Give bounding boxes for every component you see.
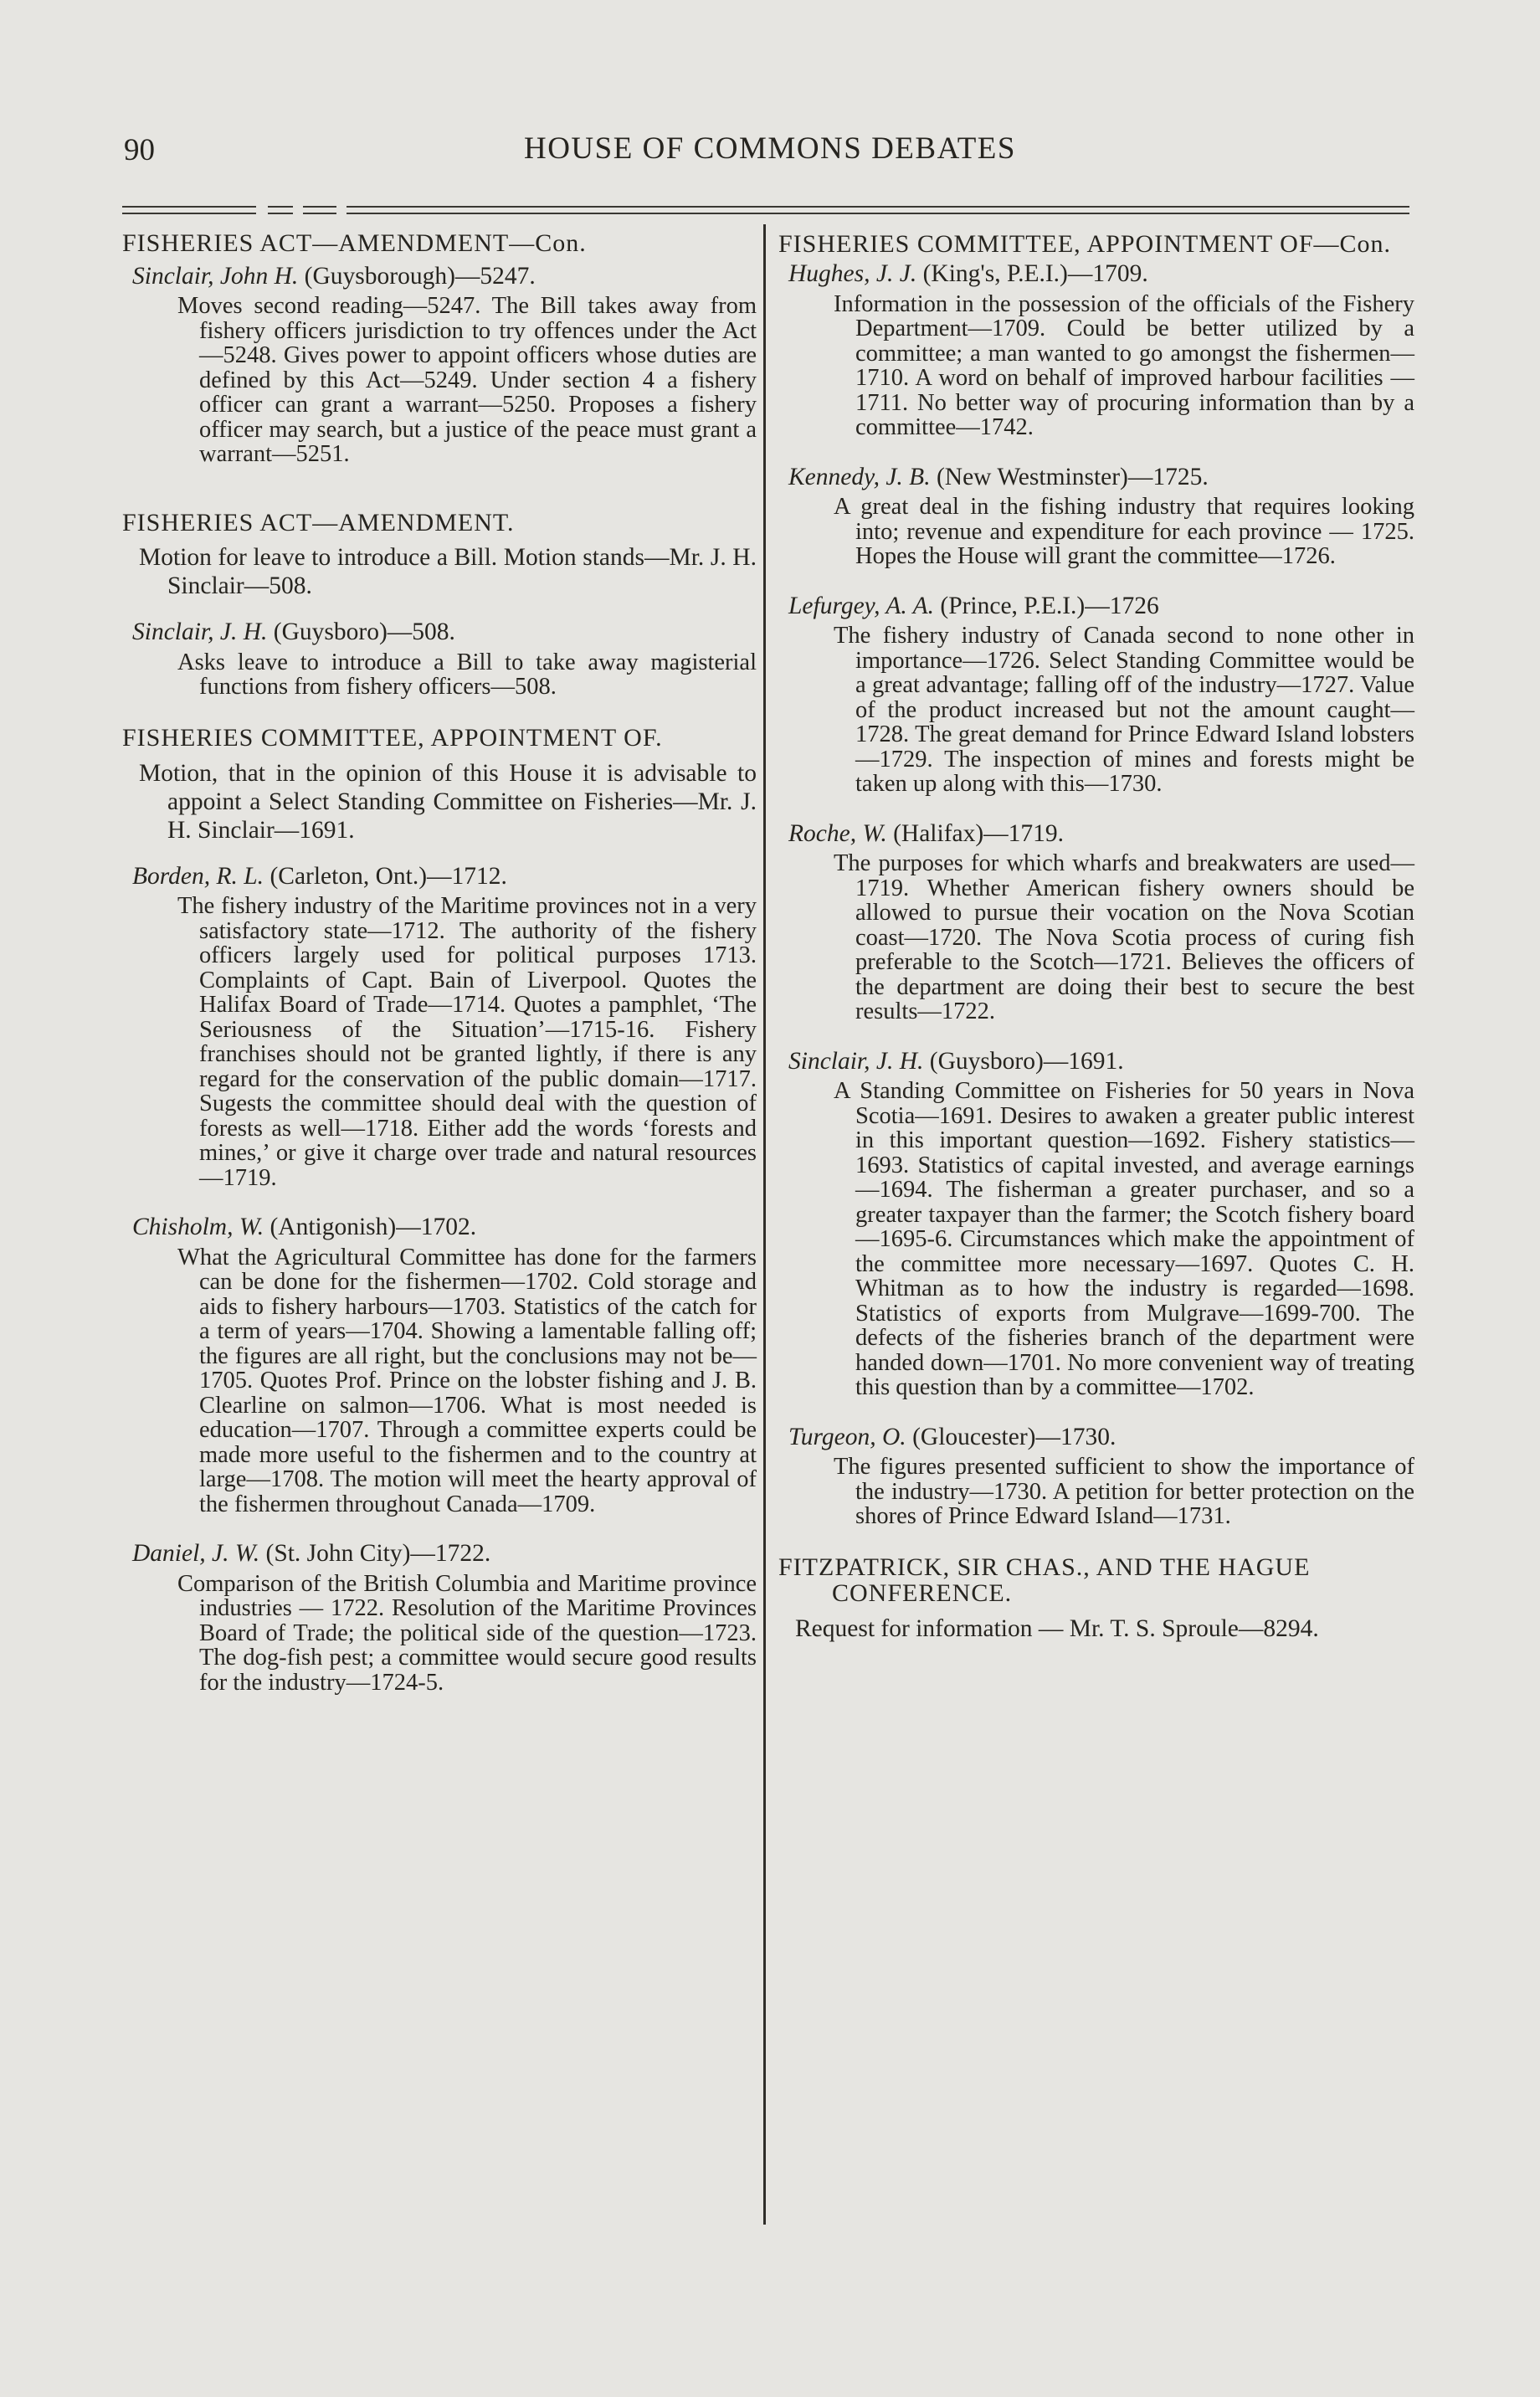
speaker-riding: (Prince, P.E.I.)—1726 (940, 592, 1159, 619)
speaker-summary: Moves second reading—5247. The Bill takes away from fishery officers jurisdiction to try offences under the Act—5248. Gives power to appoint officers whose duties are defined by this Act—5249. Under section 4 a fishery officer can grant a warrant—5250. Proposes a fishery officer may search, but a justice of the peace must grant a warrant—5251. (177, 293, 757, 467)
speaker-name: Hughes, J. J. (788, 260, 917, 287)
header-rule (346, 206, 1409, 208)
speaker-riding: (Guysboro)—1691. (929, 1047, 1124, 1075)
speaker-entry (778, 594, 1414, 797)
speaker-entry (778, 262, 1414, 440)
speaker-line (788, 465, 1414, 490)
speaker-riding: (Halifax)—1719. (893, 819, 1065, 847)
speaker-name: Sinclair, J. H. (788, 1047, 924, 1075)
speaker-entry (122, 862, 757, 1191)
speaker-line (132, 862, 757, 890)
speaker-name: Lefurgey, A. A. (788, 592, 934, 619)
speaker-summary: Information in the possession of the officials of the Fishery Department—1709. Could be better utilized by a committee; a man wanted to go amongst the fishermen—1710. A word on behalf of improved harbour facilities — 1711. No better way of procuring information than by a committee—1742. (834, 290, 1414, 440)
speaker-summary: The fishery industry of the Maritime provinces not in a very satisfactory state—1712. The authority of the fishery officers largely used for political purposes 1713. Complaints of Capt. Bain of Liverpool. Quotes the Halifax Board of Trade—1714. Quotes a pamphlet, ‘The Seriousness of the Situation’—1715-16. Fishery franchises should not be granted lightly, if there is any regard for the conservation of the public domain—1717. Sugests the committee should deal with the question of forests as well—1718. Either add the words ‘forests and mines,’ or give it charge over trade and natural resources—1719. (177, 893, 757, 1191)
right-column (778, 231, 1414, 1663)
speaker-entry (778, 465, 1414, 569)
speaker-riding: (Guysborough)—5247. (304, 262, 536, 290)
speaker-summary: What the Agricultural Committee has done for the farmers can be done for the fishermen—1702. Cold storage and aids to fishery harbours—1703. Statistics of the catch for a term of years—1704. Showing a lamentable falling off; the figures are all right, but the conclusions may not be—1705. Quotes Prof. Prince on the lobster fishing and J. B. Clearline on salmon—1706. What is most needed is education—1707. Through a committee experts could be made more useful to the fishermen and to the country at large—1708. The motion will meet the hearty approval of the fishermen throughout Canada—1709. (177, 1244, 757, 1517)
header-rule (268, 213, 293, 214)
section-heading: FISHERIES COMMITTEE, APPOINTMENT OF. (122, 723, 663, 752)
header-rule (303, 206, 336, 208)
speaker-summary: The purposes for which wharfs and breakwaters are used—1719. Whether American fishery owners should be allowed to pursue their vocation on the Nova Scotian coast—1720. The Nova Scotia process of curing fish preferable to the Scotch—1721. Believes the officers of the department are doing their best to secure the best results—1722. (834, 850, 1414, 1024)
page-header (0, 131, 1540, 181)
speaker-riding: (Guysboro)—508. (273, 618, 455, 645)
speaker-line (132, 264, 757, 290)
page-number: 90 (124, 133, 155, 167)
section-heading: FISHERIES ACT—AMENDMENT. (122, 508, 515, 536)
speaker-entry (122, 1215, 757, 1517)
speaker-entry (778, 819, 1414, 1024)
header-rule (303, 213, 336, 214)
speaker-summary: A great deal in the fishing industry that requires looking into; revenue and expenditure for each province — 1725. Hopes the House will grant the committee—1726. (834, 494, 1414, 569)
speaker-line (788, 1425, 1414, 1450)
column-divider (763, 224, 766, 2225)
speaker-entry (778, 1425, 1414, 1529)
header-rule (346, 213, 1409, 214)
speaker-summary: The figures presented sufficient to show the importance of the industry—1730. A petition for better protection on the shores of Prince Edward Island—1731. (834, 1454, 1414, 1529)
header-rule (268, 206, 293, 208)
speaker-riding: (Antigonish)—1702. (270, 1214, 477, 1240)
header-rules (122, 206, 1409, 218)
speaker-line (788, 819, 1414, 847)
speaker-line (132, 620, 757, 645)
speaker-entry (122, 620, 757, 700)
speaker-entry (778, 1047, 1414, 1400)
speaker-line (788, 1047, 1414, 1075)
speaker-line (132, 1215, 757, 1240)
running-head: HOUSE OF COMMONS DEBATES (523, 131, 1016, 166)
speaker-line (788, 594, 1414, 619)
speaker-name: Turgeon, O. (788, 1423, 906, 1450)
header-rule (122, 206, 256, 208)
left-column (122, 231, 757, 1720)
speaker-riding: (New Westminster)—1725. (936, 463, 1209, 490)
header-rule (122, 213, 256, 214)
speaker-summary: The fishery industry of Canada second to none other in importance—1726. Select Standing Committee would be a great advantage; falling off of the industry—1727. Value of the product increased but not the amount caught—1728. The great demand for Prince Edward Island lobsters—1729. The inspection of mines and forests might be taken up along with this—1730. (834, 623, 1414, 797)
section-heading: FISHERIES COMMITTEE, APPOINTMENT OF—Con. (778, 230, 1392, 258)
speaker-entry (122, 264, 757, 467)
speaker-summary: A Standing Committee on Fisheries for 50 years in Nova Scotia—1691. Desires to awaken a greater public interest in this important question—1692. Fishery statistics—1693. Statistics of capital invested, and average earnings—1694. The fisherman a greater purchaser, and so a greater taxpayer than the farmer; the Scotch fishery board—1695-6. Circumstances which make the appointment of the committee more necessary—1697. Quotes C. H. Whitman as to how the industry is regarded—1698. Statistics of exports from Mulgrave—1699-700. The defects of the fisheries branch of the department were handed down—1701. No more convenient way of treating this question than by a committee—1702. (834, 1078, 1414, 1400)
speaker-line (132, 1542, 757, 1567)
speaker-riding: (King's, P.E.I.)—1709. (922, 260, 1148, 287)
speaker-riding: (Gloucester)—1730. (912, 1423, 1116, 1450)
speaker-name: Sinclair, J. H. (132, 618, 268, 645)
speaker-riding: (Carleton, Ont.)—1712. (270, 862, 507, 890)
speaker-riding: (St. John City)—1722. (265, 1540, 491, 1567)
speaker-entry (122, 1542, 757, 1695)
motion-text: Request for information — Mr. T. S. Sproule—8294. (795, 1614, 1319, 1642)
motion-text: Motion for leave to introduce a Bill. Motion stands—Mr. J. H. Sinclair—508. (139, 544, 757, 599)
speaker-name: Chisholm, W. (132, 1214, 264, 1240)
speaker-name: Roche, W. (788, 819, 887, 847)
speaker-name: Sinclair, John H. (132, 262, 299, 290)
speaker-summary: Asks leave to introduce a Bill to take away magisterial functions from fishery officers—508. (177, 649, 757, 700)
section-heading: FISHERIES ACT—AMENDMENT—Con. (122, 229, 587, 257)
speaker-name: Daniel, J. W. (132, 1540, 260, 1567)
speaker-name: Borden, R. L. (132, 862, 264, 890)
speaker-line (788, 262, 1414, 287)
speaker-summary: Comparison of the British Columbia and Maritime province industries — 1722. Resolution of the Maritime Provinces Board of Trade; the political side of the question—1723. The dog-fish pest; a committee would secure good results for the industry—1724-5. (177, 1570, 757, 1696)
motion-text: Motion, that in the opinion of this House it is advisable to appoint a Select Standing Committee on Fisheries—Mr. J. H. Sinclair—1691. (139, 759, 757, 844)
speaker-name: Kennedy, J. B. (788, 463, 931, 490)
section-heading: FITZPATRICK, SIR CHAS., AND THE HAGUE CONFERENCE. (778, 1553, 1311, 1607)
